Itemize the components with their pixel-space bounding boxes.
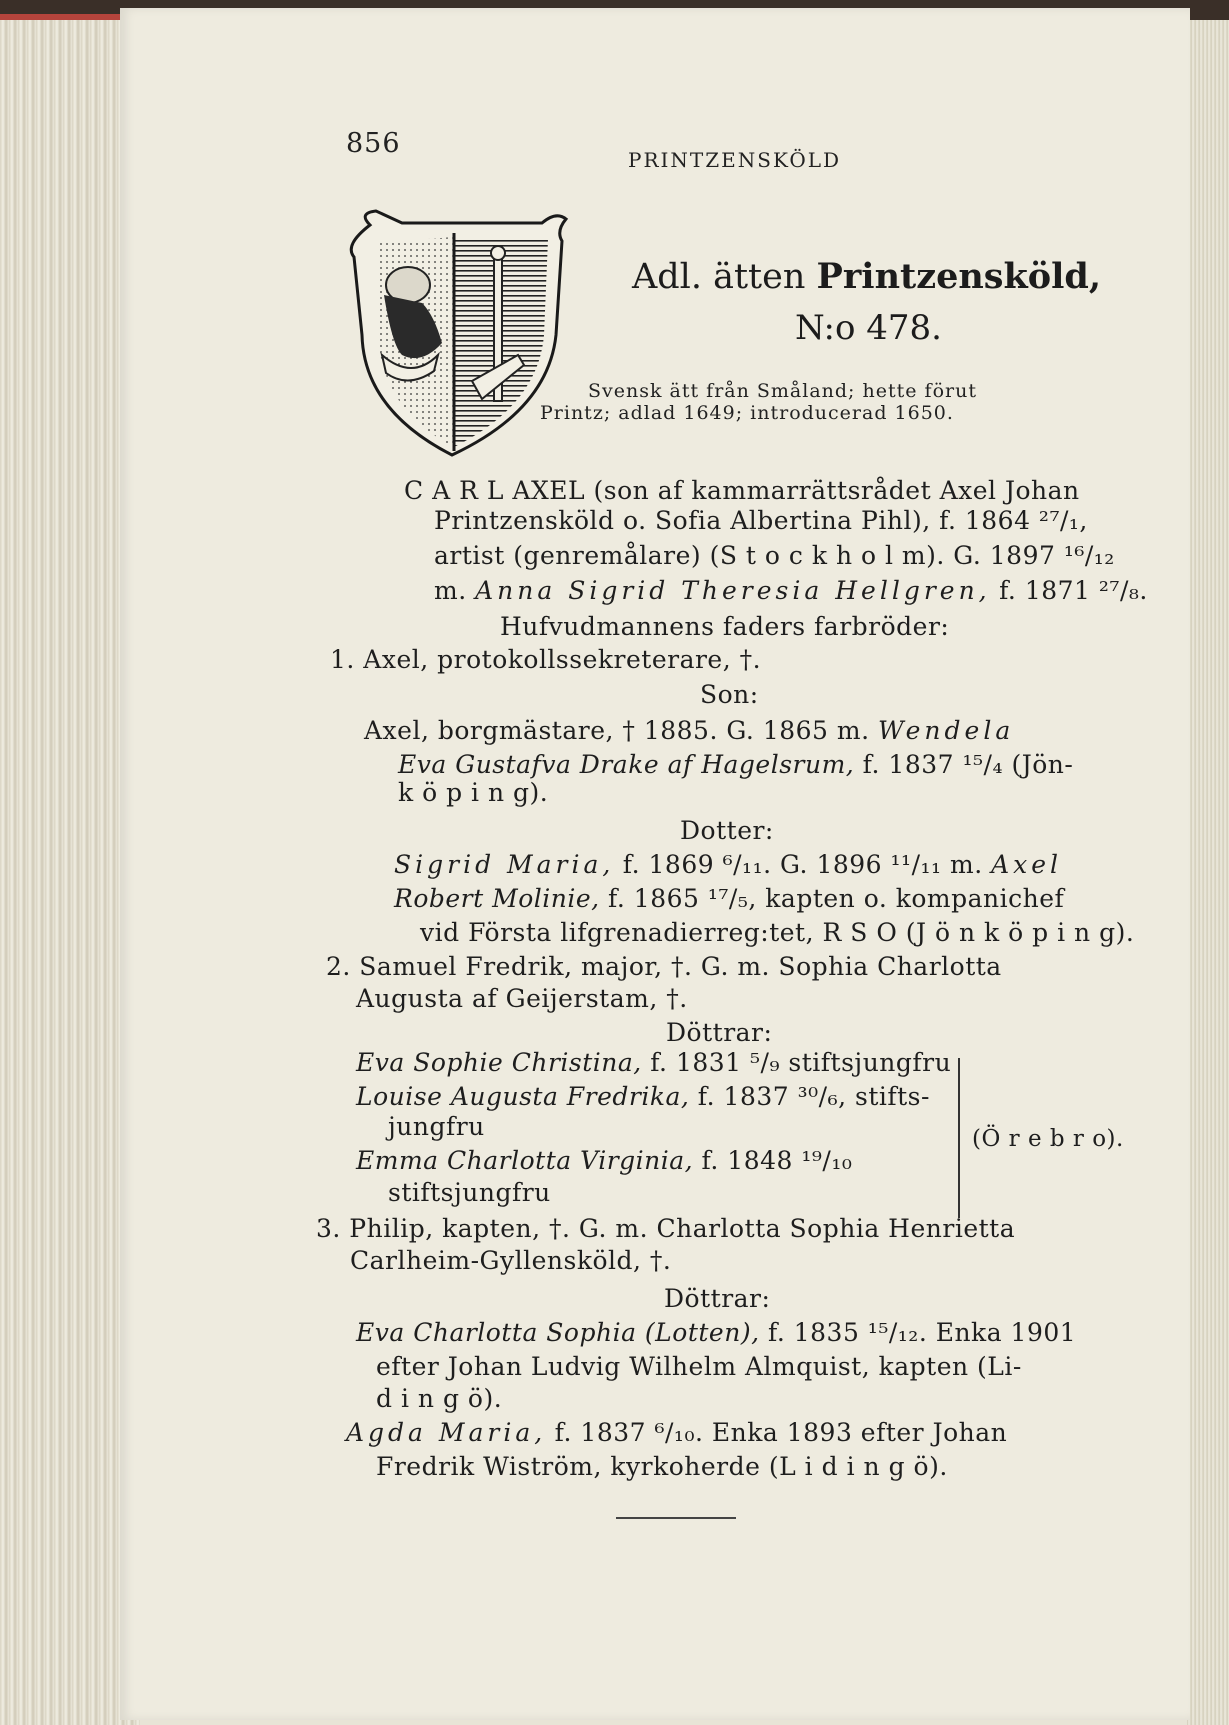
page-number: 856 bbox=[346, 128, 401, 159]
text-line: Printzensköld o. Sofia Albertina Pihl), f. 1864 ²⁷/₁, bbox=[434, 506, 1088, 535]
text-line: 1. Axel, protokollssekreterare, †. bbox=[330, 645, 762, 674]
text-line: vid Första lifgrenadierreg:tet, R S O (J ö n k ö p i n g). bbox=[420, 918, 1135, 947]
family-title-prefix: Adl. ätten bbox=[632, 257, 806, 297]
bracket-place: (Ö r e b r o). bbox=[972, 1126, 1124, 1152]
coat-of-arms-icon bbox=[342, 205, 578, 465]
page-edges-left bbox=[0, 20, 140, 1725]
text-line: d i n g ö). bbox=[376, 1384, 503, 1413]
text-line: Eva Sophie Christina, f. 1831 ⁵/₉ stiftsjungfru bbox=[356, 1048, 952, 1077]
text-line: Sigrid Maria, f. 1869 ⁶/₁₁. G. 1896 ¹¹/₁₁ m. Axel bbox=[394, 850, 1063, 879]
text-line: Robert Molinie, f. 1865 ¹⁷/₅, kapten o. kompanichef bbox=[394, 884, 1065, 913]
text-line: C A R L AXEL (son af kammarrättsrådet Axel Johan bbox=[404, 476, 1080, 505]
bracket bbox=[958, 1058, 970, 1218]
text-line: m. Anna Sigrid Theresia Hellgren, f. 1871 ²⁷/₈. bbox=[434, 576, 1148, 605]
text-line: jungfru bbox=[388, 1112, 485, 1141]
text-line: Emma Charlotta Virginia, f. 1848 ¹⁹/₁₀ bbox=[356, 1146, 853, 1175]
origin-line-2: Printz; adlad 1649; introducerad 1650. bbox=[540, 402, 954, 424]
text-line: artist (genremålare) (S t o c k h o l m). G. 1897 ¹⁶/₁₂ bbox=[434, 541, 1115, 570]
text-line: Fredrik Wiström, kyrkoherde (L i d i n g ö). bbox=[376, 1452, 948, 1481]
family-title-name: Printzensköld, bbox=[816, 256, 1102, 297]
text-line: stiftsjungfru bbox=[388, 1178, 551, 1207]
text-line: Augusta af Geijerstam, †. bbox=[356, 984, 688, 1013]
text-line: 2. Samuel Fredrik, major, †. G. m. Sophia Charlotta bbox=[326, 952, 1002, 981]
text-line: Eva Gustafva Drake af Hagelsrum, f. 1837 ¹⁵/₄ (Jön- bbox=[398, 750, 1074, 779]
page-edges-right bbox=[1187, 20, 1229, 1725]
text-line: 3. Philip, kapten, †. G. m. Charlotta Sophia Henrietta bbox=[316, 1214, 1016, 1243]
section-heading: Son: bbox=[700, 680, 759, 709]
running-title: PRINTZENSKÖLD bbox=[628, 148, 842, 172]
family-origin bbox=[540, 380, 977, 424]
text-line: Louise Augusta Fredrika, f. 1837 ³⁰/₆, stifts- bbox=[356, 1082, 930, 1111]
text-line: Axel, borgmästare, † 1885. G. 1865 m. Wendela bbox=[364, 716, 1015, 745]
text-line: Agda Maria, f. 1837 ⁶/₁₀. Enka 1893 efter Johan bbox=[346, 1418, 1008, 1447]
text-line: k ö p i n g). bbox=[398, 778, 549, 807]
section-heading: Dotter: bbox=[680, 816, 774, 845]
section-heading: Döttrar: bbox=[664, 1284, 771, 1313]
section-heading: Hufvudmannens faders farbröder: bbox=[500, 612, 950, 641]
text-line: efter Johan Ludvig Wilhelm Almquist, kapten (Li- bbox=[376, 1352, 1022, 1381]
text-line: Carlheim-Gyllensköld, †. bbox=[350, 1246, 672, 1275]
family-title bbox=[632, 256, 1101, 297]
section-heading: Döttrar: bbox=[666, 1018, 773, 1047]
origin-line-1: Svensk ätt från Småland; hette förut bbox=[588, 380, 977, 402]
text-line: Eva Charlotta Sophia (Lotten), f. 1835 ¹⁵/₁₂. Enka 1901 bbox=[356, 1318, 1077, 1347]
family-number: N:o 478. bbox=[795, 308, 942, 348]
divider bbox=[616, 1517, 736, 1519]
